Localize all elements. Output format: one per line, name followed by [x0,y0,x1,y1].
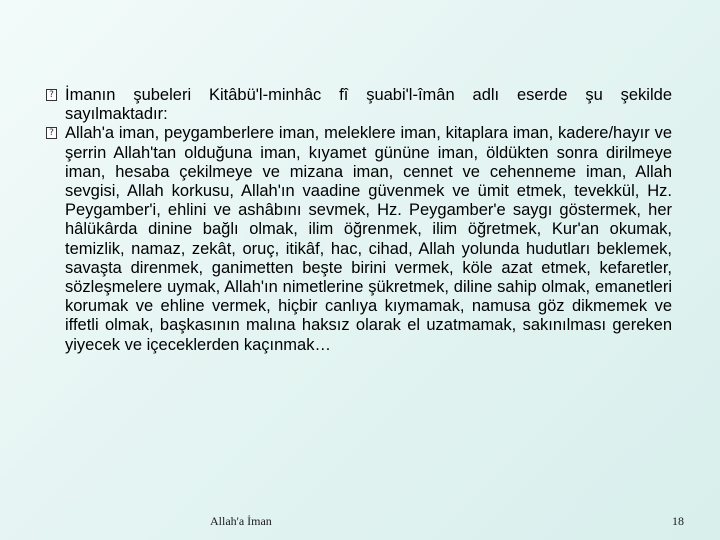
footer-title: Allah'a İman [210,514,272,528]
bullet-text: Allah'a iman, peygamberlere iman, meleklere iman, kitaplara iman, kadere/hayır ve şerrin Allah'tan olduğuna iman, kıyamet gününe iman, öldükten sonra dirilmeye iman, hesaba çekilmeye ve mizana iman, cennet ve cehenneme iman, Allah sevgisi, Allah korkusu, Allah'ın vaadine güvenmek ve ümit etmek, tevekkül, Hz. Peygamber'i, ehlini ve ashâbını sevmek, Hz. Peygamber'e saygı göstermek, her hâlükârda dinine bağlı olmak, ilim öğrenmek, ilim öğretmek, Kur'an okumak, temizlik, namaz, zekât, oruç, itikâf, hac, cihad, Allah yolunda hudutları beklemek, savaşta direnmek, ganimetten beşte birini vermek, köle azat etmek, kefaretler, sözleşmelere uymak, Allah'ın nimetlerine şükretmek, diline sahip olmak, emanetleri korumak ve ehline vermek, hiçbir canlıya kıymamak, namusa göz dikmemek ve iffetli olmak, başkasının malına haksız olarak el uzatmamak, sakınılması gereken yiyecek ve içeceklerden kaçınmak… [65,124,672,354]
slide-content [46,86,672,355]
bullet-item [46,124,672,354]
page-number: 18 [672,514,684,528]
bullet-icon: ? [46,127,57,139]
bullet-item [46,86,672,124]
bullet-icon: ? [46,89,57,101]
bullet-text: İmanın şubeleri Kitâbü'l-minhâc fî şuabi'l-îmân adlı eserde şu şekilde sayılmaktadır: [65,86,672,124]
